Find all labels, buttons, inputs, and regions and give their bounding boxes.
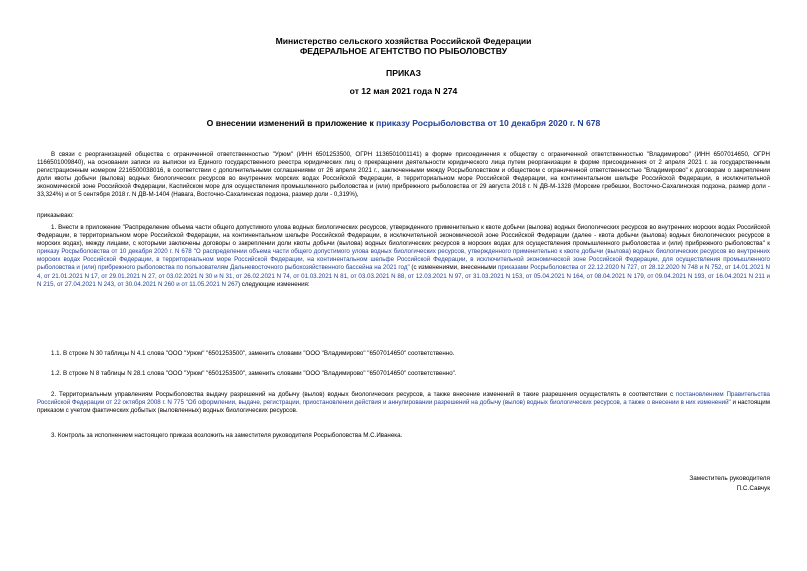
document-title [37,118,770,128]
ministry-name: Министерство сельского хозяйства Российской Федерации [275,36,532,46]
paragraph-1-2-block [37,370,770,378]
p1-order-link[interactable]: приказу Росрыболовства от 10 декабря 2020 г. N 678 "О распределении объема части общего допустимого улова водных биологических ресурсов, утвержденного применительно к квоте добычи (вылова) водных биологических ресурсов во внутренних морских водах Российской Федерации, в территориальном море Российской Федерации, на континентальном шельфе Российской Федерации, в исключительной экономической зоне Российской Федерации, для осуществления промышленного рыболовства и (или) прибрежного рыболовства по пользователям Дальневосточного рыбохозяйственного бассейна на 2021 год" [37,248,770,272]
signature-position: Заместитель руководителя [689,475,770,482]
p2-start: 2. Территориальным управлениям Росрыболовства выдачу разрешений на добычу (вылов) водных биологических ресурсов, а также внесение изменений в такие разрешения осуществлять в соответствии с [51,391,676,398]
paragraph-1 [37,224,770,289]
p1-end: ) следующие изменения: [238,280,310,288]
paragraph-2-text [37,391,770,415]
title-order-link[interactable]: приказу Росрыболовства от 10 декабря 2020 г. N 678 [376,118,601,128]
signature-block [689,474,770,494]
preamble-block [37,151,770,200]
document-type: ПРИКАЗ [386,68,421,78]
p1-start: 1. Внести в приложение "Распределение объема части общего допустимого улова водных биологических ресурсов, утвержденного применительно к квоте добычи (вылова) водных биологических ресурсов во внутренних морских водах Российской Федерации, в территориальном море Российской Федерации, на континентальном шельфе Российской Федерации, в исключительной экономической зоне Российской Федерации (далее - квота добычи (вылова) водных биологических ресурсов в морских водах), между лицами, с которыми заключены договоры о закреплении доли квоты добычи (вылова) водных биологических ресурсов в морских водах для осуществления промышленного рыболовства и (или) прибрежного рыболовства" к [37,224,770,248]
p1-amendments-link[interactable]: приказами Росрыболовства от 22.12.2020 N 727, от 28.12.2020 N 748 и N 752, от 14.01.2021 N 4, от 21.01.2021 N 17, от 29.01.2021 N 27, от 03.02.2021 N 30 и N 31, от 26.02.2021 N 74, от 01.03.2021 N 81, от 03.03.2021 N 88, от 12.03.2021 N 97, от 31.03.2021 N 153, от 05.04.2021 N 164, от 08.04.2021 N 179, от 09.04.2021 N 193, от 16.04.2021 N 211 и N 215, от 27.04.2021 N 243, от 30.04.2021 N 260 и от 11.05.2021 N 267 [37,264,770,288]
order-word: приказываю: [37,212,74,219]
order-word-block [37,212,770,220]
agency-name: ФЕДЕРАЛЬНОЕ АГЕНТСТВО ПО РЫБОЛОВСТВУ [299,46,508,56]
paragraph-3: 3. Контроль за исполнением настоящего приказа возложить на заместителя руководителя Росрыболовства М.С.Иванека. [51,432,403,439]
document-date-number: от 12 мая 2021 года N 274 [349,86,458,96]
paragraph-2 [37,391,770,415]
p2-end: и настоящим приказом с учетом фактических добытых (выловленных) водных биологических ресурсов. [37,399,770,415]
p2-resolution-link[interactable]: постановлением Правительства Российской Федерации от 22 октября 2008 г. N 775 "Об оформлении, выдаче, регистрации, приостановлении действия и аннулировании разрешений на добычу (вылов) водных биологических ресурсов, а также о внесении в них изменений" [37,391,770,407]
title-text: О внесении изменений в приложение к [206,118,377,128]
paragraph-3-block [37,432,770,440]
paragraph-1-1-block [37,350,770,358]
paragraph-1-1: 1.1. В строке N 30 таблицы N 4.1 слова "ООО "Урюм" "6501253500", заменить словами "ООО "Владимирово" "6507014650" соответственно. [51,350,455,357]
p1-mid: (с изменениями, внесенными [409,264,499,272]
signature-name: П.С.Савчук [736,485,770,492]
preamble-paragraph: В связи с реорганизацией общества с ограниченной ответственностью "Урюм" (ИНН 6501253500, ОГРН 1136501001141) в форме присоединения к обществу с ограниченной ответственностью "Владимирово" (ИНН 6507014650, ОГРН 1166501009840), на основании записи из выписки из Единого государственного реестра юридических лиц о прекращении деятельности юридического лица путем реорганизации в форме присоединения от 2 апреля 2021 г. за государственным регистрационным номером 2216500038016, в соответствии с дополнительными соглашениями от 26 апреля 2021 г., заключенными между Росрыболовством и обществом с ограниченной ответственностью "Владимирово" к договорам о закреплении доли квоты добычи (вылова) водных биологических ресурсов во внутренних морских водах Российской Федерации, в территориальном море Российской Федерации, на континентальном шельфе Российской Федерации, в исключительной экономической зоне Российской Федерации, Каспийском море для осуществления промышленного рыболовства и (или) прибрежного рыболовства от 29 августа 2018 г. N ДВ-М-1328 (Морские гребешки, Восточно-Сахалинская подзона, размер доли - 33,324%) и от 5 сентября 2018 г. N ДВ-М-1404 (Навага, Восточно-Сахалинская подзона, размер доли - 0,319%), [37,151,770,199]
paragraph-1-text [37,224,770,289]
paragraph-1-2: 1.2. В строке N 8 таблицы N 28.1 слова "ООО "Урюм" "6501253500", заменить словами "ООО "Владимирово" "6507014650" соответственно". [51,370,457,377]
